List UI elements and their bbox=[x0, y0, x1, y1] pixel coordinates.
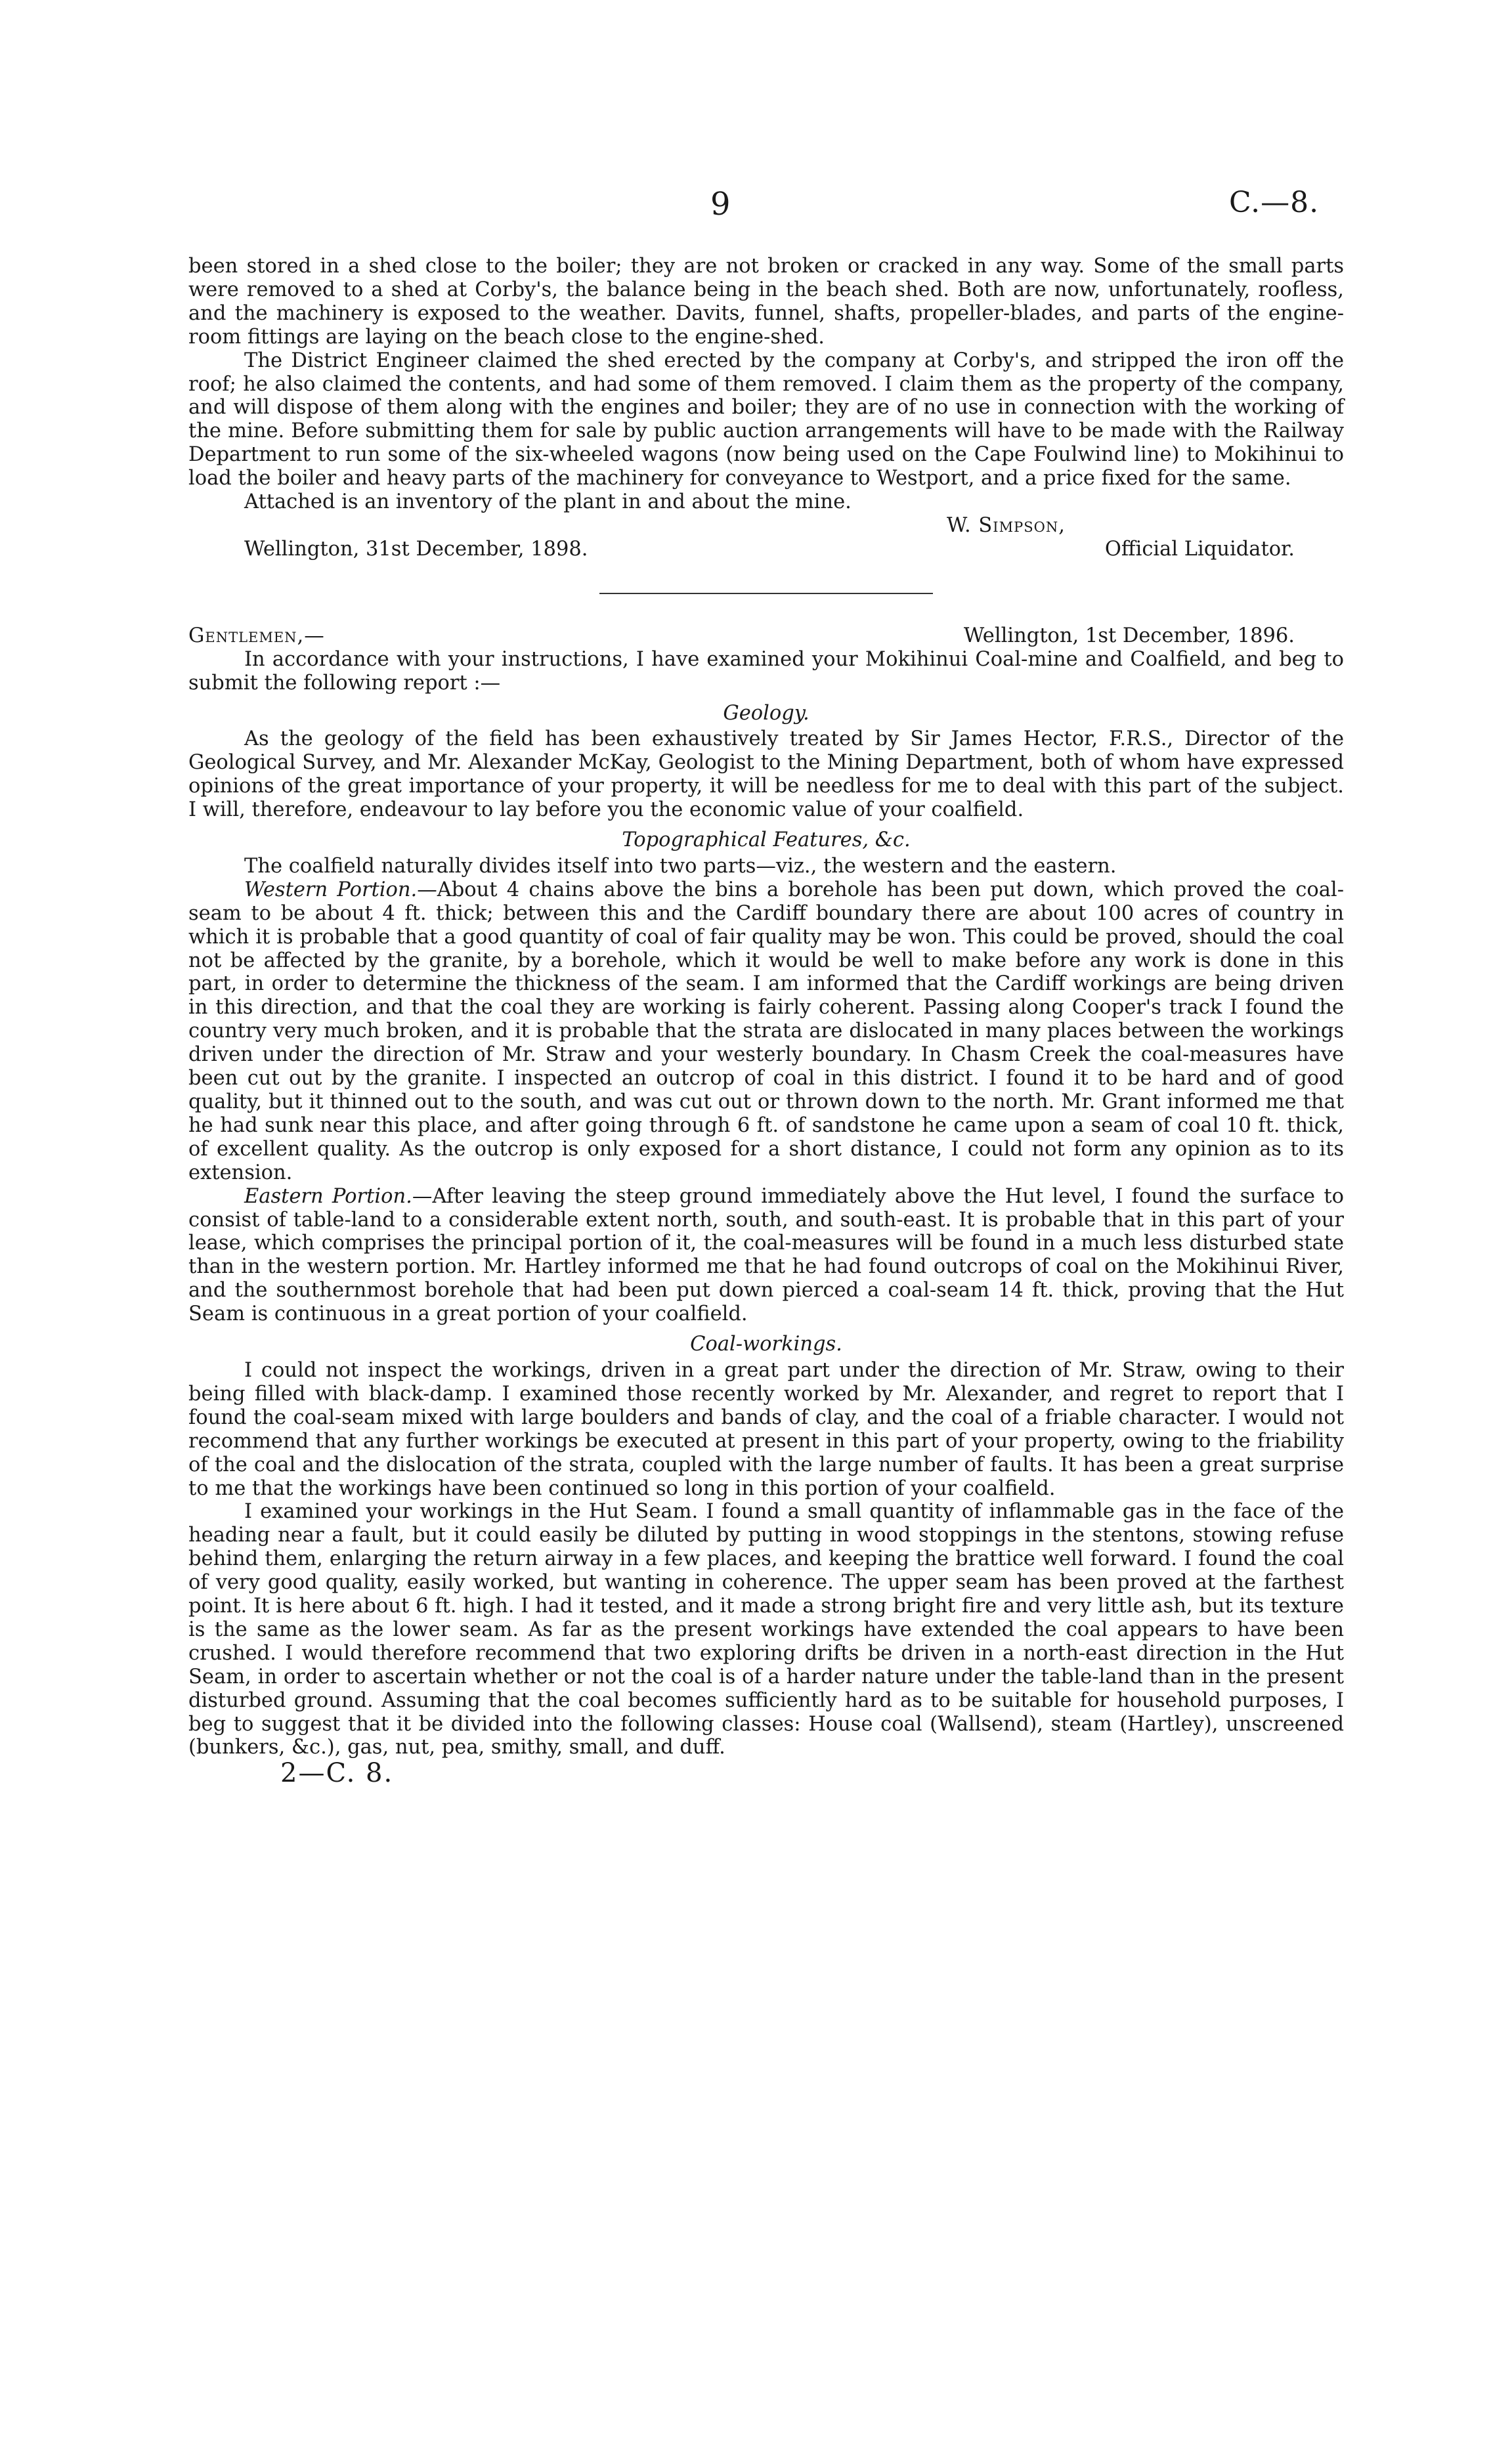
document-reference: C.—8. bbox=[1229, 186, 1320, 219]
letter1-paragraph-2: The District Engineer claimed the shed erected by the company at Corby's, and stripped the iron off the roof; he also claimed the contents, and had some of them removed. I claim them as the property of the company, and will dispose of them along with the engines and boiler; they are of no use in connection with the working of the mine. Before submitting them for sale by public auction arrangements will have to be made with the Railway Department to run some of the six-wheeled wagons (now being used on the Cape Foulwind line) to Mokihinui to load the boiler and heavy parts of the machinery for conveyance to Westport, and a price fixed for the same. bbox=[188, 349, 1344, 490]
page-number: 9 bbox=[710, 186, 731, 223]
salutation: Gentlemen,— bbox=[188, 624, 325, 647]
western-portion-text: —About 4 chains above the bins a borehole has been put down, which proved the coal-seam to be about 4 ft. thick; between this and the Cardiff boundary there are about 100 acres of country in which it is probable that a good quantity of coal of fair quality may be won. This could be proved, should the coal not be affected by the granite, by a borehole, which it would be well to make before any work is done in this part, in order to determine the thickness of the seam. I am informed that the Cardiff workings are being driven in this direction, and that the coal they are working is fairly coherent. Passing along Cooper's track I found the country very much broken, and it is probable that the strata are dislocated in many places between the workings driven under the direction of Mr. Straw and your westerly boundary. In Chasm Creek the coal-measures have been cut out by the granite. I inspected an outcrop of coal in this district. I found it to be hard and of good quality, but it thinned out to the south, and was cut out or thrown down to the north. Mr. Grant informed me that he had sunk near this place, and after going through 6 ft. of sandstone he came upon a seam of coal 10 ft. thick, of excellent quality. As the outcrop is only exposed for a short distance, I could not form any opinion as to its extension. bbox=[188, 878, 1344, 1184]
body-text bbox=[188, 255, 1344, 1789]
heading-geology: Geology. bbox=[723, 701, 810, 725]
topographical-paragraph: The coalfield naturally divides itself into two parts—viz., the western and the eastern. bbox=[244, 854, 1117, 878]
signature-title: Official Liquidator. bbox=[1104, 537, 1295, 561]
letter1-paragraph-1: been stored in a shed close to the boiler; they are not broken or cracked in any way. Some of the small parts were removed to a shed at Corby's, the balance being in the beach shed. Both are now, unfortunately, roofless, and the machinery is exposed to the weather. Davits, funnel, shafts, propeller-blades, and parts of the engine-room fittings are laying on the beach close to the engine-shed. bbox=[188, 255, 1344, 349]
western-portion-label: Western Portion. bbox=[244, 878, 418, 901]
geology-paragraph: As the geology of the field has been exhaustively treated by Sir James Hector, F.R.S., Director of the Geological Survey, and Mr. Alexander McKay, Geologist to the Mining Department, both of whom have expressed opinions of the great importance of your property, it will be needless for me to deal with this part of the subject. I will, therefore, endeavour to lay before you the economic value of your coalfield. bbox=[188, 727, 1344, 822]
letter2-intro: In accordance with your instructions, I have examined your Mokihinui Coal-mine and Coalfield, and beg to submit the following report :— bbox=[188, 647, 1344, 695]
signature-row bbox=[188, 538, 1344, 561]
eastern-portion-paragraph bbox=[188, 1185, 1344, 1326]
coal-workings-paragraph-1: I could not inspect the workings, driven in a great part under the direction of Mr. Straw, owing to their being filled with black-damp. I examined those recently worked by Mr. Alexander, and regret to report that I found the coal-seam mixed with large boulders and bands of clay, and the coal of a friable character. I would not recommend that any further workings be executed at present in this part of your property, owing to the friability of the coal and the dislocation of the strata, coupled with the large number of faults. It has been a great surprise to me that the workings have been continued so long in this portion of your coalfield. bbox=[188, 1358, 1344, 1500]
letter1-date: Wellington, 31st December, 1898. bbox=[244, 537, 588, 561]
sheet-reference: 2—C. 8. bbox=[280, 1758, 394, 1789]
eastern-portion-label: Eastern Portion. bbox=[244, 1184, 412, 1208]
letter2-header-row bbox=[188, 624, 1344, 648]
heading-topographical: Topographical Features, &c. bbox=[622, 828, 911, 852]
coal-workings-paragraph-2: I examined your workings in the Hut Seam. I found a small quantity of inflammable gas in the face of the heading near a fault, but it could easily be diluted by putting in wood stoppings in the stentons, stowing refuse behind them, enlarging the return airway in a few places, and keeping the brattice well forward. I found the coal of very good quality, easily worked, but wanting in coherence. The upper seam has been proved at the farthest point. It is here about 6 ft. high. I had it tested, and it made a strong bright fire and very little ash, but its texture is the same as the lower seam. As far as the present workings have extended the coal appears to have been crushed. I would therefore recommend that two exploring drifts be driven in a north-east direction in the Hut Seam, in order to ascertain whether or not the coal is of a harder nature under the table-land than in the present disturbed ground. Assuming that the coal becomes sufficiently hard as to be suitable for household purposes, I beg to suggest that it be divided into the following classes: House coal (Wallsend), steam (Hartley), unscreened (bunkers, &c.), gas, nut, pea, smithy, small, and duff. bbox=[188, 1500, 1344, 1759]
heading-coal-workings: Coal-workings. bbox=[690, 1333, 842, 1356]
letter2-date: Wellington, 1st December, 1896. bbox=[963, 624, 1295, 647]
letter1-paragraph-3: Attached is an inventory of the plant in and about the mine. bbox=[244, 490, 852, 514]
signature-name: W. Simpson, bbox=[947, 513, 1066, 537]
section-divider bbox=[599, 593, 933, 594]
eastern-portion-text: —After leaving the steep ground immediately above the Hut level, I found the surface to consist of table-land to a considerable extent north, south, and south-east. It is probable that in this part of your lease, which comprises the principal portion of it, the coal-measures will be found in a much less disturbed state than in the western portion. Mr. Hartley informed me that he had found outcrops of coal on the Mokihinui River, and the southernmost borehole that had been put down pierced a coal-seam 14 ft. thick, proving that the Hut Seam is continuous in a great portion of your coalfield. bbox=[188, 1184, 1344, 1326]
western-portion-paragraph bbox=[188, 878, 1344, 1185]
